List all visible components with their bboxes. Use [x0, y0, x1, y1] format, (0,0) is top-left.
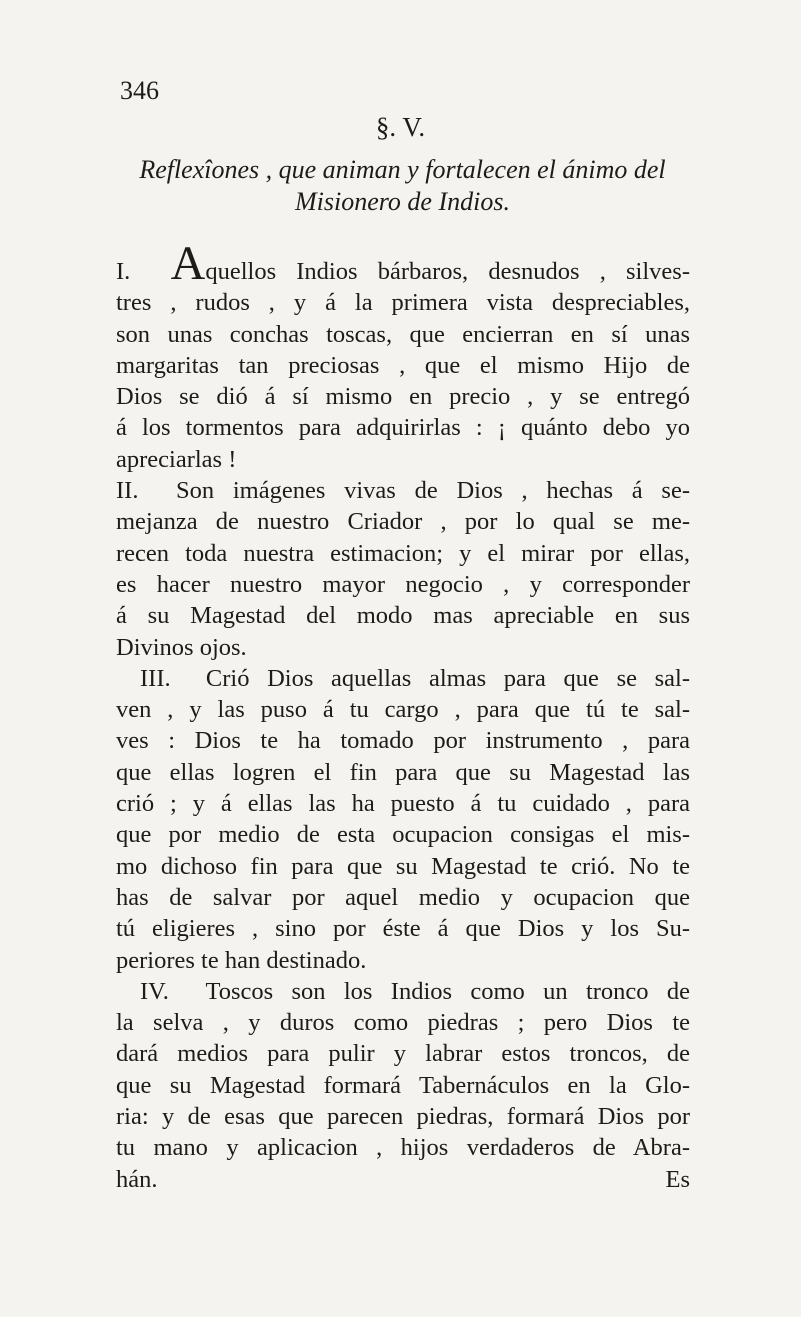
text-line: ria: y de esas que parecen piedras, formará Dios por [116, 1103, 690, 1131]
text-line-content: Crió Dios aquellas almas para que se sal- [205, 664, 691, 692]
text-line: periores te han destinado. [116, 946, 367, 974]
text-line-content: quellos Indios bárbaros, desnudos , silves- [205, 258, 690, 285]
text-line [116, 663, 690, 694]
catchword: Es [665, 1165, 690, 1193]
text-line: ves : Dios te ha tomado por instrumento , para [116, 727, 690, 755]
text-line [116, 237, 690, 290]
text-line-content: Son imágenes vivas de Dios , hechas á se- [175, 477, 691, 505]
paragraph-numeral: III. [140, 664, 171, 692]
text-line: recen toda nuestra estimacion; y el mirar por ellas, [116, 539, 690, 567]
text-line: son unas conchas toscas, que encierran en sí unas [116, 320, 690, 348]
text-line [116, 976, 690, 1007]
text-line: es hacer nuestro mayor negocio , y corresponder [116, 570, 690, 598]
text-line: á los tormentos para adquirirlas : ¡ quánto debo yo [116, 414, 690, 442]
text-line: apreciarlas ! [116, 445, 237, 473]
paragraph-3 [116, 663, 690, 976]
paragraph-numeral: II. [116, 477, 139, 505]
paragraph-1 [116, 237, 690, 475]
chapter-title-line: Reflexîones , que animan y fortalecen el ánimo del [139, 155, 666, 184]
page-number: 346 [120, 76, 159, 105]
text-line: que su Magestad formará Tabernáculos en la Glo- [116, 1071, 690, 1099]
text-line: margaritas tan preciosas , que el mismo Hijo de [116, 351, 690, 379]
text-line: dará medios para pulir y labrar estos troncos, de [116, 1040, 690, 1068]
text-line: crió ; y á ellas las ha puesto á tu cuidado , para [116, 790, 690, 818]
chapter-title [110, 154, 695, 218]
text-line: mejanza de nuestro Criador , por lo qual se me- [116, 508, 690, 536]
text-line: tu mano y aplicacion , hijos verdaderos de Abra- [116, 1134, 690, 1162]
text-line: que ellas logren el fin para que su Magestad las [116, 758, 690, 786]
text-line: Dios se dió á sí mismo en precio , y se entregó [116, 383, 690, 411]
drop-cap: A [170, 237, 206, 290]
final-line-text: hán. [116, 1165, 158, 1193]
paragraph-numeral: IV. [140, 977, 169, 1005]
text-line: la selva , y duros como piedras ; pero Dios te [116, 1009, 690, 1037]
text-line: á su Magestad del modo mas apreciable en sus [116, 602, 690, 630]
text-line-content: Toscos son los Indios como un tronco de [205, 977, 690, 1005]
paragraph-4 [116, 976, 690, 1164]
text-line: tres , rudos , y á la primera vista despreciables, [116, 289, 690, 317]
text-line: que por medio de esta ocupacion consigas el mis- [116, 821, 690, 849]
text-line: tú eligieres , sino por éste á que Dios y los Su- [116, 915, 690, 943]
section-heading: §. V. [375, 112, 426, 142]
paragraph-numeral: I. [116, 258, 131, 285]
text-line [116, 475, 690, 506]
page-body [116, 237, 691, 1195]
text-line: ven , y las puso á tu cargo , para que tú te sal- [116, 696, 690, 724]
paragraph-2 [116, 475, 690, 663]
text-line: has de salvar por aquel medio y ocupacion que [116, 883, 690, 911]
text-line: Divinos ojos. [116, 633, 247, 661]
text-line: mo dichoso fin para que su Magestad te crió. No te [116, 852, 690, 880]
final-line [116, 1164, 690, 1195]
chapter-title-line: Misionero de Indios. [295, 187, 510, 216]
